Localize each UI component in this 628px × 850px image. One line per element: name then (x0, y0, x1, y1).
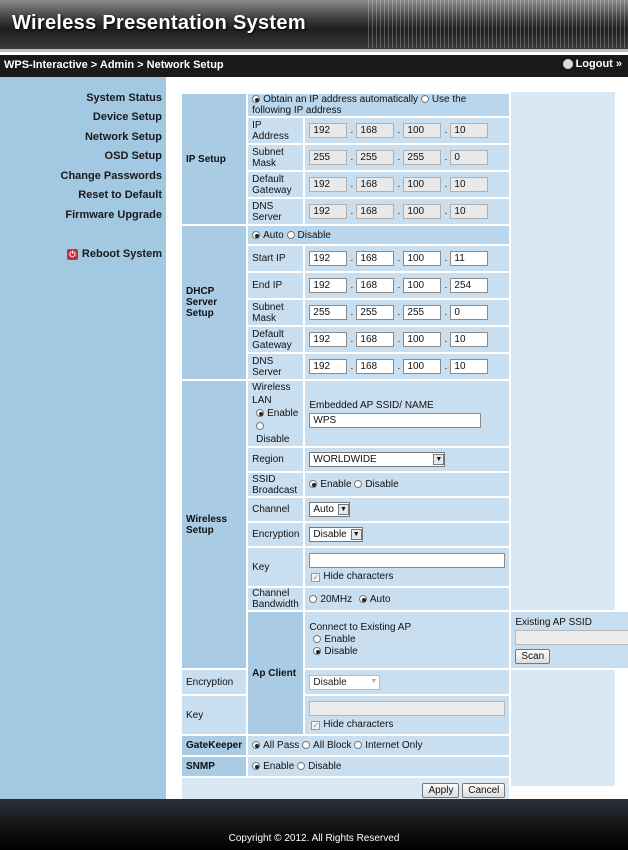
connect-existing-label: Connect to Existing AP (309, 622, 412, 633)
wireless-lan-label: Wireless LAN (252, 382, 291, 406)
ip-octet-4[interactable]: 10 (450, 123, 488, 138)
region-select[interactable] (309, 452, 445, 467)
wireless-heading: Wireless Setup (181, 380, 247, 669)
ssid-broadcast-label: SSID Broadcast (247, 472, 304, 497)
end-octet-1[interactable]: 192 (309, 278, 347, 293)
dhcp-dns-label: DNS Server (247, 353, 304, 380)
mask-octet-3[interactable]: 255 (403, 150, 441, 165)
apply-button[interactable]: Apply (422, 783, 459, 798)
ssid-input[interactable]: WPS (309, 413, 481, 428)
sidebar-item-device-setup[interactable]: Device Setup (92, 111, 162, 123)
ap-encryption-value: Disable (313, 676, 347, 688)
network-setup-table (180, 92, 628, 804)
dmask-octet-3[interactable]: 255 (403, 305, 441, 320)
chevron-down-icon: ▼ (338, 504, 349, 515)
dgw-octet-2[interactable]: 168 (356, 332, 394, 347)
header-decoration (368, 0, 628, 48)
gk-internet-only-radio[interactable] (354, 741, 362, 749)
existing-ssid-input[interactable] (515, 630, 628, 645)
mask-octet-1[interactable]: 255 (309, 150, 347, 165)
dns-octet-2[interactable]: 168 (356, 204, 394, 219)
start-ip-label: Start IP (247, 245, 304, 272)
sidebar-item-firmware-upgrade[interactable]: Firmware Upgrade (65, 209, 162, 221)
snmp-heading: SNMP (181, 756, 247, 777)
region-label: Region (247, 447, 304, 472)
broadcast-disable-radio[interactable] (354, 480, 362, 488)
ap-enable-label: Enable (324, 634, 356, 645)
dhcp-heading: DHCP Server Setup (181, 225, 247, 380)
wlan-disable-radio[interactable] (256, 422, 264, 430)
dgw-octet-1[interactable]: 192 (309, 332, 347, 347)
start-octet-3[interactable]: 100 (403, 251, 441, 266)
ap-connect-cell (304, 611, 510, 669)
snmp-disable-label: Disable (308, 761, 342, 772)
dmask-octet-4[interactable]: 0 (450, 305, 488, 320)
channel-select[interactable] (309, 502, 350, 517)
start-octet-4[interactable]: 11 (450, 251, 488, 266)
ap-disable-radio[interactable] (313, 647, 321, 655)
end-octet-3[interactable]: 100 (403, 278, 441, 293)
bandwidth-label: Channel Bandwidth (247, 587, 304, 611)
chevron-down-icon: ▼ (370, 677, 378, 685)
ap-encryption-select[interactable] (309, 675, 380, 690)
gk-internet-only-label: Internet Only (365, 740, 423, 751)
dhcp-mask-field: 255 . 255 . 255 . 0 (309, 305, 505, 320)
ip-octet-3[interactable]: 100 (403, 123, 441, 138)
end-octet-4[interactable]: 254 (450, 278, 488, 293)
subnet-mask-label: Subnet Mask (247, 144, 304, 171)
wlan-enable-label: Enable (267, 408, 299, 419)
dns-octet-4[interactable]: 10 (450, 204, 488, 219)
logout-label: Logout » (575, 58, 622, 70)
app-title: Wireless Presentation System (12, 12, 306, 34)
ap-key-input[interactable] (309, 701, 505, 716)
ddns-octet-4[interactable]: 10 (450, 359, 488, 374)
gk-all-pass-label: All Pass (263, 740, 300, 751)
power-icon: ⏻ (67, 249, 78, 260)
encryption-select[interactable] (309, 527, 362, 542)
sidebar-item-reset-default[interactable]: Reset to Default (78, 189, 162, 201)
network-setup-panel (180, 92, 615, 796)
wireless-lan-cell (247, 380, 304, 447)
gk-all-block-radio[interactable] (302, 741, 310, 749)
dmask-octet-2[interactable]: 255 (356, 305, 394, 320)
bw-20mhz-label: 20MHz (320, 593, 353, 605)
broadcast-enable-label: Enable (320, 479, 352, 490)
end-octet-2[interactable]: 168 (356, 278, 394, 293)
bw-auto-radio[interactable] (359, 595, 367, 603)
dhcp-dns-field: 192 . 168 . 100 . 10 (309, 359, 505, 374)
page-footer (0, 799, 628, 850)
broadcast-enable-radio[interactable] (309, 480, 317, 488)
gk-all-pass-radio[interactable] (252, 741, 260, 749)
ap-hide-chars-checkbox[interactable]: ✓ (312, 720, 320, 730)
logout-icon (563, 59, 573, 69)
start-octet-2[interactable]: 168 (356, 251, 394, 266)
gw-octet-3[interactable]: 100 (403, 177, 441, 192)
ap-enable-radio[interactable] (313, 635, 321, 643)
cancel-button[interactable]: Cancel (462, 783, 505, 798)
subnet-mask-field: 255 . 255 . 255 . 0 (309, 150, 505, 165)
sidebar (0, 77, 166, 799)
encryption-label: Encryption (247, 522, 304, 547)
ap-disable-label: Disable (324, 646, 358, 657)
ip-manual-label: Use the following IP address (252, 94, 467, 116)
ddns-octet-1[interactable]: 192 (309, 359, 347, 374)
region-value: WORLDWIDE (313, 454, 377, 465)
wlan-disable-label: Disable (256, 434, 290, 445)
ip-octet-1[interactable]: 192 (309, 123, 347, 138)
hide-chars-label: Hide characters (323, 570, 394, 582)
wlan-enable-radio[interactable] (256, 409, 264, 417)
ip-octet-2[interactable]: 168 (356, 123, 394, 138)
chevron-down-icon: ▼ (351, 529, 362, 540)
ap-hide-chars-label: Hide characters (323, 718, 394, 730)
snmp-disable-radio[interactable] (297, 762, 305, 770)
dhcp-mask-label: Subnet Mask (247, 299, 304, 326)
start-ip-field: 192 . 168 . 100 . 11 (309, 251, 505, 266)
snmp-enable-label: Enable (263, 761, 295, 772)
scan-button[interactable]: Scan (515, 649, 550, 664)
ip-auto-label: Obtain an IP address automatically (263, 94, 419, 105)
key-label: Key (247, 547, 304, 587)
bw-auto-label: Auto (369, 593, 391, 605)
broadcast-disable-label: Disable (365, 479, 399, 490)
mask-octet-2[interactable]: 255 (356, 150, 394, 165)
chevron-down-icon: ▼ (433, 454, 444, 465)
gatekeeper-heading: GateKeeper (181, 735, 247, 756)
gateway-field: 192 . 168 . 100 . 10 (309, 177, 505, 192)
ap-encryption-label: Encryption (181, 669, 247, 695)
dhcp-disable-radio[interactable] (287, 231, 295, 239)
channel-label: Channel (247, 497, 304, 522)
ip-mode-row (247, 93, 510, 117)
dns-octet-1[interactable]: 192 (309, 204, 347, 219)
ddns-octet-3[interactable]: 100 (403, 359, 441, 374)
ssid-label: Embedded AP SSID/ NAME (309, 399, 434, 411)
sidebar-item-osd-setup[interactable]: OSD Setup (104, 150, 162, 162)
ap-key-label: Key (181, 695, 247, 735)
gw-octet-1[interactable]: 192 (309, 177, 347, 192)
gw-octet-4[interactable]: 10 (450, 177, 488, 192)
gk-all-block-label: All Block (313, 740, 352, 751)
gw-octet-2[interactable]: 168 (356, 177, 394, 192)
dhcp-auto-radio[interactable] (252, 231, 260, 239)
ip-address-label: IP Address (247, 117, 304, 144)
dhcp-gateway-field: 192 . 168 . 100 . 10 (309, 332, 505, 347)
encryption-value: Disable (313, 529, 347, 540)
dhcp-disable-label: Disable (297, 229, 331, 241)
gateway-label: Default Gateway (247, 171, 304, 198)
start-octet-1[interactable]: 192 (309, 251, 347, 266)
dns-octet-3[interactable]: 100 (403, 204, 441, 219)
dgw-octet-3[interactable]: 100 (403, 332, 441, 347)
ap-client-heading: Ap Client (247, 611, 304, 735)
sidebar-item-network-setup[interactable]: Network Setup (84, 131, 162, 143)
dns-field: 192 . 168 . 100 . 10 (309, 204, 505, 219)
dns-label: DNS Server (247, 198, 304, 225)
breadcrumb: WPS-Interactive > Admin > Network Setup (4, 59, 224, 71)
key-input[interactable] (309, 553, 505, 568)
end-ip-field: 192 . 168 . 100 . 254 (309, 278, 505, 293)
nav-bar (0, 55, 628, 77)
page-header (0, 0, 628, 52)
ip-address-field: 192 . 168 . 100 . 10 (309, 123, 505, 138)
sidebar-item-change-passwords[interactable]: Change Passwords (60, 170, 162, 182)
dmask-octet-1[interactable]: 255 (309, 305, 347, 320)
hide-chars-checkbox[interactable]: ✓ (312, 572, 320, 582)
ip-setup-heading: IP Setup (181, 93, 247, 225)
ddns-octet-2[interactable]: 168 (356, 359, 394, 374)
sidebar-item-system-status[interactable]: System Status (86, 92, 162, 104)
logout-link[interactable] (563, 58, 622, 70)
reboot-system-link[interactable] (67, 248, 162, 260)
snmp-enable-radio[interactable] (252, 762, 260, 770)
existing-ssid-label: Existing AP SSID (515, 616, 592, 628)
mask-octet-4[interactable]: 0 (450, 150, 488, 165)
dgw-octet-4[interactable]: 10 (450, 332, 488, 347)
dhcp-auto-label: Auto (263, 229, 284, 241)
dhcp-gateway-label: Default Gateway (247, 326, 304, 353)
channel-value: Auto (313, 504, 334, 515)
dhcp-mode-row (247, 225, 510, 245)
ip-manual-radio[interactable] (421, 95, 429, 103)
end-ip-label: End IP (247, 272, 304, 299)
ip-auto-radio[interactable] (252, 95, 260, 103)
copyright: Copyright © 2012. All Rights Reserved (228, 833, 400, 844)
reboot-label: Reboot System (81, 248, 162, 260)
bw-20mhz-radio[interactable] (309, 595, 317, 603)
